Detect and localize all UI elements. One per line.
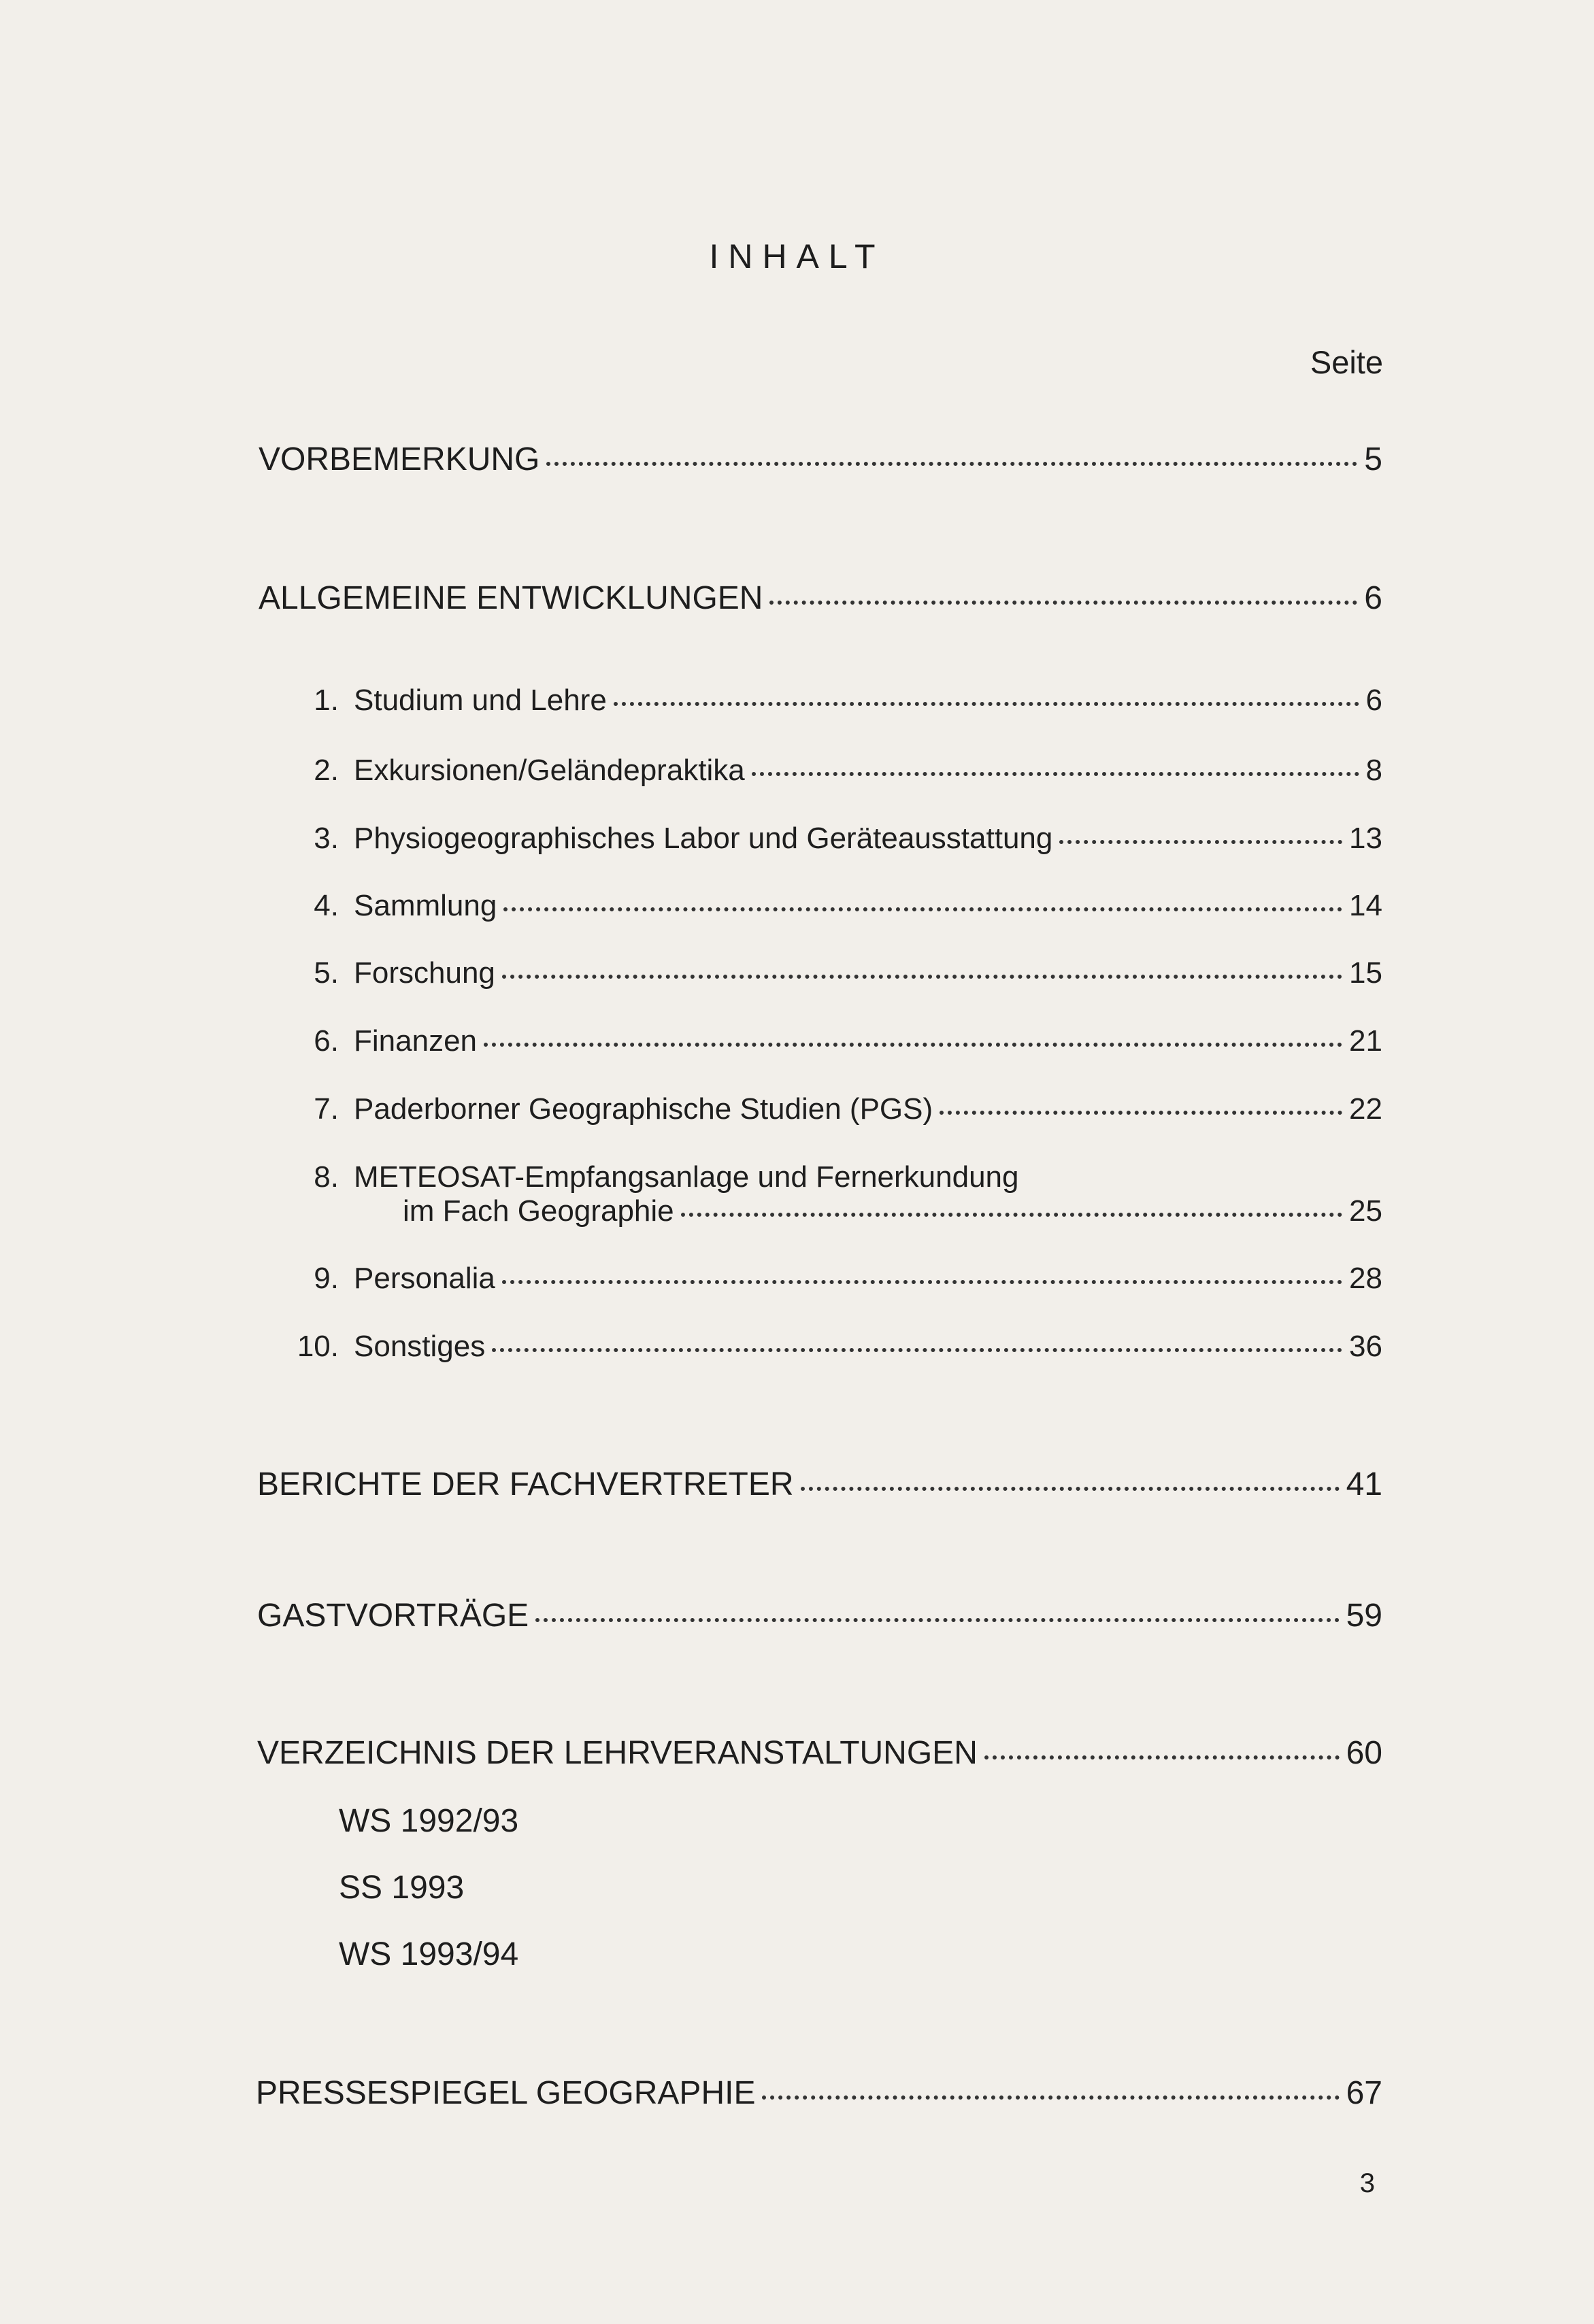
dot-leader xyxy=(535,1618,1339,1622)
toc-entry-vorbemerkung[interactable] xyxy=(259,441,1382,478)
toc-entry-number: 2. xyxy=(314,754,339,787)
toc-entry-allgemeine-entwicklungen[interactable] xyxy=(259,579,1382,617)
dot-leader xyxy=(984,1755,1340,1759)
toc-entry-page: 8 xyxy=(1365,754,1382,787)
toc-entry-berichte[interactable] xyxy=(257,1466,1382,1503)
semester-item: WS 1992/93 xyxy=(339,1803,519,1839)
toc-entry-page: 25 xyxy=(1349,1194,1382,1228)
toc-entry-number: 3. xyxy=(314,822,339,855)
toc-entry-label: Sonstiges xyxy=(354,1330,486,1363)
toc-entry-verzeichnis[interactable] xyxy=(257,1734,1382,1772)
page-title: INHALT xyxy=(709,237,885,275)
toc-subentry-10[interactable] xyxy=(278,1330,1382,1364)
dot-leader xyxy=(502,1280,1342,1284)
toc-entry-label: Exkursionen/Geländepraktika xyxy=(354,754,745,787)
toc-subentry-8[interactable] xyxy=(403,1194,1382,1228)
toc-entry-label-continued: im Fach Geographie xyxy=(403,1194,674,1228)
toc-entry-label: VORBEMERKUNG xyxy=(259,441,540,477)
dot-leader xyxy=(546,462,1357,466)
toc-entry-label: Physiogeographisches Labor und Geräteausstattung xyxy=(354,822,1053,855)
toc-subentry-6[interactable] xyxy=(278,1024,1382,1058)
page-column-header: Seite xyxy=(1310,344,1383,380)
toc-entry-gastvortraege[interactable] xyxy=(257,1597,1382,1634)
semester-item: SS 1993 xyxy=(339,1870,465,1906)
toc-entry-number: 8. xyxy=(314,1160,339,1194)
toc-entry-number: 1. xyxy=(314,684,339,717)
toc-entry-page: 21 xyxy=(1349,1024,1382,1058)
dot-leader xyxy=(1059,840,1342,844)
toc-subentry-1[interactable] xyxy=(278,684,1382,718)
toc-entry-number: 7. xyxy=(314,1092,339,1126)
toc-entry-number: 4. xyxy=(314,889,339,922)
toc-entry-number: 9. xyxy=(314,1262,339,1295)
toc-entry-page: 67 xyxy=(1346,2075,1382,2111)
toc-subentry-4[interactable] xyxy=(278,889,1382,923)
dot-leader xyxy=(492,1348,1342,1352)
dot-leader xyxy=(752,772,1359,776)
dot-leader xyxy=(801,1487,1340,1491)
page-number: 3 xyxy=(1359,2168,1375,2198)
toc-entry-number: 10. xyxy=(297,1330,339,1363)
toc-subentry-9[interactable] xyxy=(278,1262,1382,1296)
dot-leader xyxy=(762,2095,1339,2100)
toc-entry-label: Paderborner Geographische Studien (PGS) xyxy=(354,1092,933,1126)
toc-entry-page: 5 xyxy=(1364,441,1382,477)
toc-entry-label: VERZEICHNIS DER LEHRVERANSTALTUNGEN xyxy=(257,1735,978,1771)
toc-subentry-5[interactable] xyxy=(278,956,1382,990)
toc-subentry-3[interactable] xyxy=(278,822,1382,856)
toc-subentry-7[interactable] xyxy=(278,1092,1382,1126)
toc-entry-number: 6. xyxy=(314,1024,339,1058)
toc-subentry-8-first-line[interactable] xyxy=(278,1160,1019,1194)
dot-leader xyxy=(502,975,1342,979)
toc-entry-page: 6 xyxy=(1364,580,1382,616)
toc-entry-label: GASTVORTRÄGE xyxy=(257,1598,529,1634)
toc-entry-page: 36 xyxy=(1349,1330,1382,1363)
dot-leader xyxy=(681,1213,1342,1217)
toc-entry-label: Studium und Lehre xyxy=(354,684,607,717)
dot-leader xyxy=(614,702,1359,706)
toc-entry-page: 60 xyxy=(1346,1735,1382,1771)
dot-leader xyxy=(769,601,1357,605)
toc-entry-page: 6 xyxy=(1365,684,1382,717)
toc-entry-pressespiegel[interactable] xyxy=(256,2074,1382,2112)
dot-leader xyxy=(503,907,1342,911)
toc-entry-label: BERICHTE DER FACHVERTRETER xyxy=(257,1466,794,1502)
toc-entry-page: 13 xyxy=(1349,822,1382,855)
semester-item: WS 1993/94 xyxy=(339,1936,519,1972)
toc-entry-page: 14 xyxy=(1349,889,1382,922)
toc-entry-label: PRESSESPIEGEL GEOGRAPHIE xyxy=(256,2075,756,2111)
toc-entry-page: 22 xyxy=(1349,1092,1382,1126)
dot-leader xyxy=(940,1111,1342,1115)
toc-entry-page: 59 xyxy=(1346,1598,1382,1634)
dot-leader xyxy=(484,1043,1342,1047)
toc-entry-label: ALLGEMEINE ENTWICKLUNGEN xyxy=(259,580,763,616)
toc-entry-page: 28 xyxy=(1349,1262,1382,1295)
toc-entry-label: Personalia xyxy=(354,1262,495,1295)
toc-subentry-2[interactable] xyxy=(278,754,1382,788)
toc-entry-label: Sammlung xyxy=(354,889,497,922)
toc-entry-label: METEOSAT-Empfangsanlage und Fernerkundung xyxy=(354,1160,1019,1194)
toc-entry-label: Finanzen xyxy=(354,1024,478,1058)
toc-entry-page: 41 xyxy=(1346,1466,1382,1502)
toc-entry-label: Forschung xyxy=(354,956,495,990)
toc-entry-number: 5. xyxy=(314,956,339,990)
toc-entry-page: 15 xyxy=(1349,956,1382,990)
